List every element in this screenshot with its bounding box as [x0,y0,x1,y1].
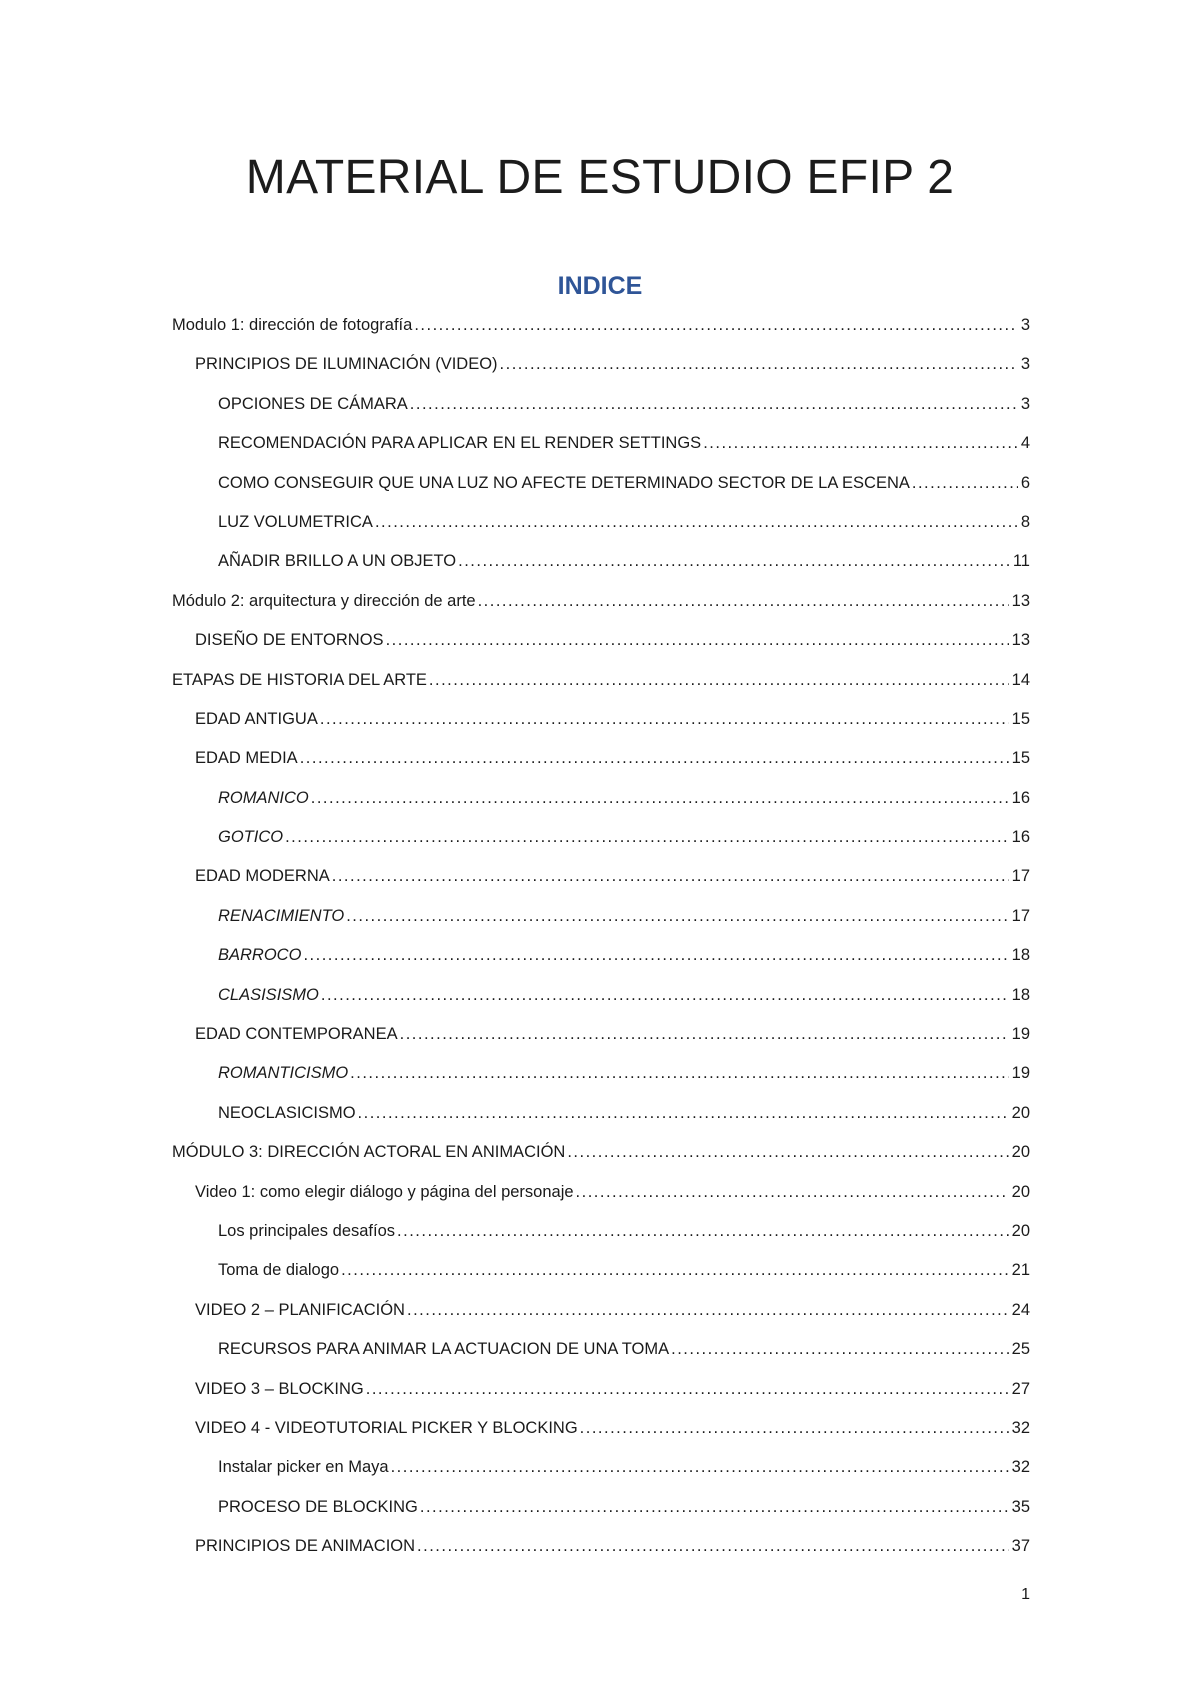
toc-dot-leader [397,1212,1009,1251]
toc-dot-leader [386,621,1009,660]
toc-entry-label: PRINCIPIOS DE ANIMACION [195,1537,416,1556]
toc-entry-page: 3 [1020,316,1030,334]
toc-entry-page: 20 [1011,1221,1030,1240]
toc-entry[interactable] [172,542,1030,581]
toc-entry-label: VIDEO 3 – BLOCKING [195,1379,364,1398]
toc-entry-label: ROMANTICISMO [218,1064,349,1083]
toc-dot-leader [414,306,1017,345]
toc-entry-label: VIDEO 4 - VIDEOTUTORIAL PICKER Y BLOCKING [195,1418,578,1437]
toc-entry[interactable] [172,897,1030,936]
toc-dot-leader [500,345,1018,384]
toc-dot-leader [407,1291,1009,1330]
toc-entry-page: 3 [1020,394,1030,413]
toc-entry-page: 8 [1020,512,1030,531]
toc-entry-page: 32 [1011,1418,1030,1437]
toc-entry-label: CLASISISMO [218,985,319,1004]
toc-entry-label: Video 1: como elegir diálogo y página del personaje [195,1182,574,1201]
toc-dot-leader [320,700,1009,739]
toc-entry-label: ROMANICO [218,788,309,807]
toc-dot-leader [358,1094,1009,1133]
toc-entry-label: Toma de dialogo [218,1261,340,1280]
toc-entry-label: MÓDULO 3: DIRECCIÓN ACTORAL EN ANIMACIÓN [172,1143,566,1162]
toc-entry[interactable] [172,464,1030,503]
toc-entry[interactable] [172,345,1030,384]
toc-entry[interactable] [172,582,1030,621]
toc-entry-label: PROCESO DE BLOCKING [218,1497,418,1516]
toc-entry-label: ETAPAS DE HISTORIA DEL ARTE [172,670,427,689]
toc-heading: INDICE [557,272,643,300]
toc-dot-leader [429,661,1009,700]
toc-entry-label: BARROCO [218,946,302,965]
toc-dot-leader [300,739,1009,778]
toc-entry-page: 27 [1011,1379,1030,1398]
toc-entry-page: 32 [1011,1458,1030,1477]
toc-entry-label: COMO CONSEGUIR QUE UNA LUZ NO AFECTE DETERMINADO SECTOR DE LA ESCENA [218,473,910,492]
toc-entry[interactable] [172,1251,1030,1290]
toc-dot-leader [567,1133,1008,1172]
toc-dot-leader [912,464,1018,503]
toc-entry-label: GOTICO [218,828,284,847]
toc-entry-page: 21 [1011,1261,1030,1280]
toc-entry-label: Los principales desafíos [218,1221,396,1240]
toc-entry[interactable] [172,661,1030,700]
toc-entry-label: Modulo 1: dirección de fotografía [172,316,413,334]
toc-entry-page: 19 [1011,1025,1030,1044]
toc-entry[interactable] [172,936,1030,975]
toc-dot-leader [321,976,1009,1015]
toc-entry-page: 19 [1011,1064,1030,1083]
toc-entry-page: 15 [1011,749,1030,768]
toc-dot-leader [341,1251,1009,1290]
toc-entry[interactable] [172,503,1030,542]
toc-entry-label: RECOMENDACIÓN PARA APLICAR EN EL RENDER SETTINGS [218,434,702,453]
toc-entry[interactable] [172,857,1030,896]
toc-entry[interactable] [172,1094,1030,1133]
toc-dot-leader [375,503,1018,542]
toc-entry-page: 15 [1011,709,1030,728]
toc-entry-label: NEOCLASICISMO [218,1103,356,1122]
toc-entry[interactable] [172,1054,1030,1093]
toc-entry-label: Instalar picker en Maya [218,1458,389,1477]
toc-dot-leader [410,385,1018,424]
toc-entry-page: 20 [1011,1103,1030,1122]
toc-dot-leader [580,1409,1009,1448]
toc-dot-leader [458,542,1010,581]
toc-dot-leader [671,1330,1009,1369]
toc-entry-page: 25 [1011,1340,1030,1359]
toc-dot-leader [346,897,1008,936]
toc-dot-leader [703,424,1018,463]
toc-entry[interactable] [172,779,1030,818]
toc-entry-label: EDAD MEDIA [195,749,298,768]
toc-entry-label: VIDEO 2 – PLANIFICACIÓN [195,1300,405,1319]
toc-entry-page: 6 [1020,473,1030,492]
toc-entry[interactable] [172,424,1030,463]
toc-dot-leader [350,1054,1008,1093]
toc-entry[interactable] [172,1173,1030,1212]
toc-entry-page: 20 [1011,1143,1030,1162]
toc-entry[interactable] [172,306,1030,345]
toc-entry[interactable] [172,1488,1030,1527]
toc-entry-page: 16 [1011,828,1030,847]
toc-entry[interactable] [172,1330,1030,1369]
toc-dot-leader [366,1370,1009,1409]
toc-entry-label: DISEÑO DE ENTORNOS [195,631,384,650]
toc-entry-label: AÑADIR BRILLO A UN OBJETO [218,552,457,571]
toc-entry-page: 3 [1020,355,1030,374]
toc-entry-page: 4 [1020,434,1030,453]
toc-entry-page: 20 [1011,1182,1030,1201]
toc-entry-label: PRINCIPIOS DE ILUMINACIÓN (VIDEO) [195,355,498,374]
document-title: MATERIAL DE ESTUDIO EFIP 2 [245,151,955,204]
toc-entry-page: 37 [1011,1537,1030,1556]
toc-entry-page: 11 [1012,552,1030,571]
toc-dot-leader [400,1015,1009,1054]
toc-dot-leader [420,1488,1009,1527]
toc-dot-leader [332,857,1009,896]
toc-dot-leader [285,818,1009,857]
toc-entry-label: LUZ VOLUMETRICA [218,512,373,531]
toc-entry-label: EDAD CONTEMPORANEA [195,1025,398,1044]
toc-entry[interactable] [172,385,1030,424]
toc-entry-page: 18 [1011,946,1030,965]
toc-entry-label: EDAD MODERNA [195,867,330,886]
toc-dot-leader [417,1527,1009,1566]
toc-entry[interactable] [172,700,1030,739]
toc-entry-label: Módulo 2: arquitectura y dirección de arte [172,591,476,610]
toc-entry-label: EDAD ANTIGUA [195,709,318,728]
toc-entry-page: 17 [1011,867,1030,886]
toc-dot-leader [478,582,1009,621]
toc-entry-page: 17 [1011,906,1030,925]
toc-entry-page: 18 [1011,985,1030,1004]
toc-entry[interactable] [172,976,1030,1015]
toc-entry[interactable] [172,1370,1030,1409]
toc-dot-leader [576,1173,1009,1212]
toc-entry-page: 14 [1011,670,1030,689]
toc-entry[interactable] [172,621,1030,660]
toc-entry[interactable] [172,1212,1030,1251]
toc-dot-leader [303,936,1008,975]
toc-entry[interactable] [172,1448,1030,1487]
toc-entry[interactable] [172,818,1030,857]
toc-entry-page: 35 [1011,1497,1030,1516]
table-of-contents [172,306,1030,1567]
toc-entry-page: 13 [1011,631,1030,650]
toc-dot-leader [311,779,1009,818]
toc-entry-label: OPCIONES DE CÁMARA [218,394,408,413]
toc-dot-leader [391,1448,1009,1487]
toc-entry[interactable] [172,1291,1030,1330]
toc-entry[interactable] [172,1527,1030,1566]
toc-entry-page: 24 [1011,1300,1030,1319]
toc-entry-label: RENACIMIENTO [218,906,345,925]
page-number: 1 [1021,1586,1030,1603]
toc-entry[interactable] [172,1015,1030,1054]
toc-entry-page: 13 [1011,591,1030,610]
toc-entry[interactable] [172,1133,1030,1172]
toc-entry[interactable] [172,739,1030,778]
toc-entry[interactable] [172,1409,1030,1448]
toc-entry-page: 16 [1011,788,1030,807]
toc-entry-label: RECURSOS PARA ANIMAR LA ACTUACION DE UNA TOMA [218,1340,670,1359]
